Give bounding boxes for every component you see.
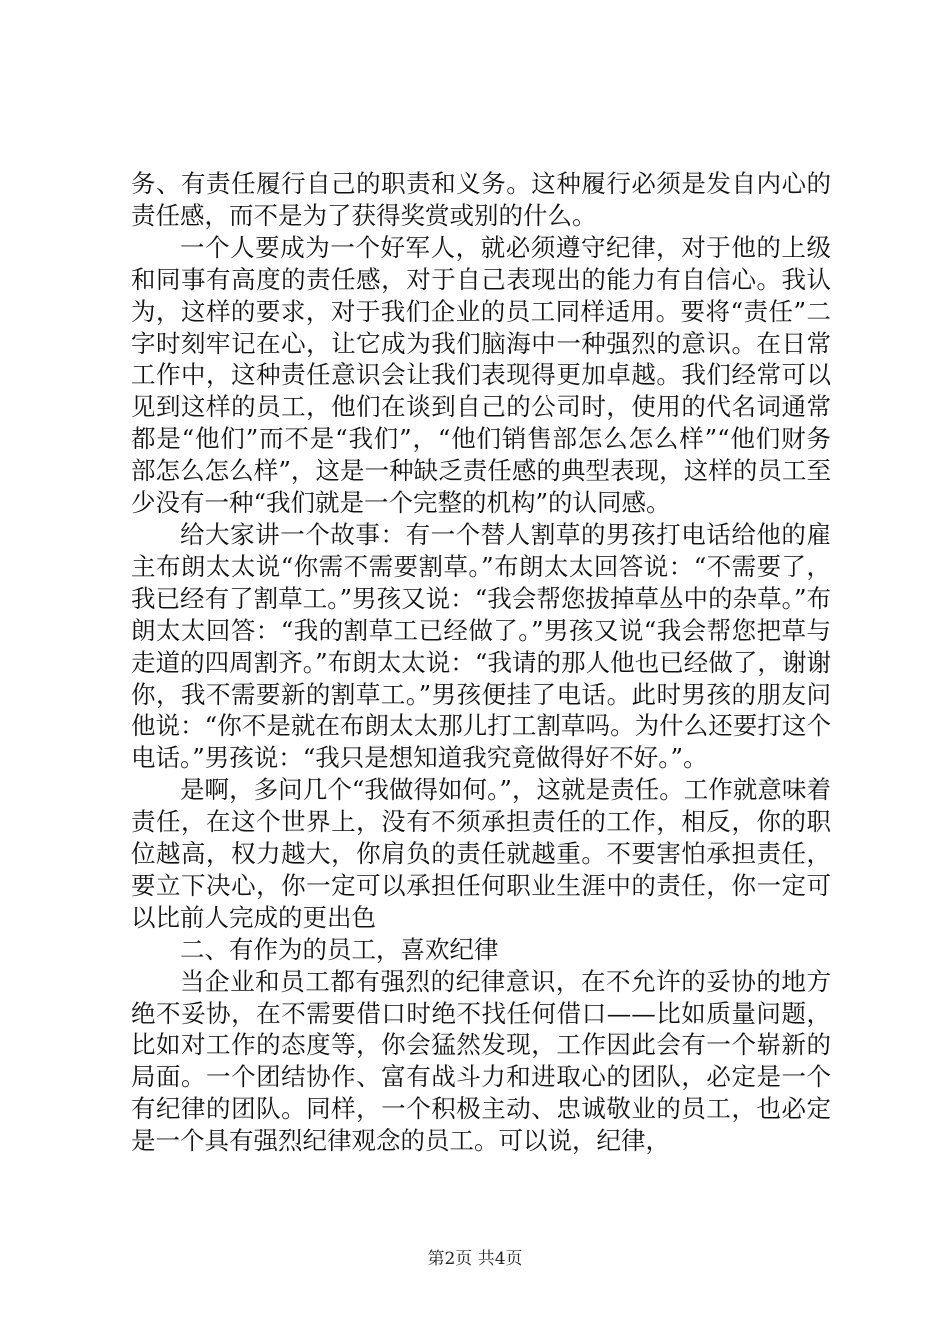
section-heading: 二、有作为的员工，喜欢纪律 [180, 934, 499, 964]
paragraph-discipline: 当企业和员工都有强烈的纪律意识，在不允许的妥协的地方绝不妥协，在不需要借口时绝不找任何借口——比如质量问题，比如对工作的态度等，你会猛然发现，工作因此会有一个崭新的局面。一个团结协作、富有战斗力和进取心的团队，必定是一个有纪律的团队。同样，一个积极主动、忠诚敬业的员工，也必定是一个具有强烈纪律观念的员工。可以说，纪律， [131, 966, 831, 1156]
paragraph-lawn-boy-story: 给大家讲一个故事：有一个替人割草的男孩打电话给他的雇主布朗太太说“你需不需要割草。”布朗太太回答说：“不需要了，我已经有了割草工。”男孩又说：“我会帮您拔掉草丛中的杂草。”布朗太太回答：“我的割草工已经做了。”男孩又说“我会帮您把草与走道的四周割齐。”布朗太太说：“我请的那人他也已经做了，谢谢你，我不需要新的割草工。”男孩便挂了电话。此时男孩的朋友问他说：“你不是就在布朗太太那儿打工割草吗。为什么还要打这个电话。”男孩说：“我只是想知道我究竟做得好不好。”。 [131, 519, 831, 773]
paragraph-soldier-discipline: 一个人要成为一个好军人，就必须遵守纪律，对于他的上级和同事有高度的责任感，对于自己表现出的能力有自信心。我认为，这样的要求，对于我们企业的员工同样适用。要将“责任”二字时刻牢记在心，让它成为我们脑海中一种强烈的意识。在日常工作中，这种责任意识会让我们表现得更加卓越。我们经常可以见到这样的员工，他们在谈到自己的公司时，使用的代名词通常都是“他们”而不是“我们”，“他们销售部怎么怎么样”“他们财务部怎么怎么样”，这是一种缺乏责任感的典型表现，这样的员工至少没有一种“我们就是一个完整的机构”的认同感。 [131, 232, 831, 518]
document-body [131, 168, 831, 1157]
paragraph-responsibility: 是啊，多问几个“我做得如何。”，这就是责任。工作就意味着责任，在这个世界上，没有不须承担责任的工作，相反，你的职位越高，权力越大，你肩负的责任就越重。不要害怕承担责任，要立下决心，你一定可以承担任何职业生涯中的责任，你一定可以比前人完成的更出色 [131, 775, 831, 932]
page-number-footer: 第2页 共4页 [427, 1249, 523, 1269]
paragraph-continuation: 务、有责任履行自己的职责和义务。这种履行必须是发自内心的责任感，而不是为了获得奖赏或别的什么。 [131, 169, 831, 230]
